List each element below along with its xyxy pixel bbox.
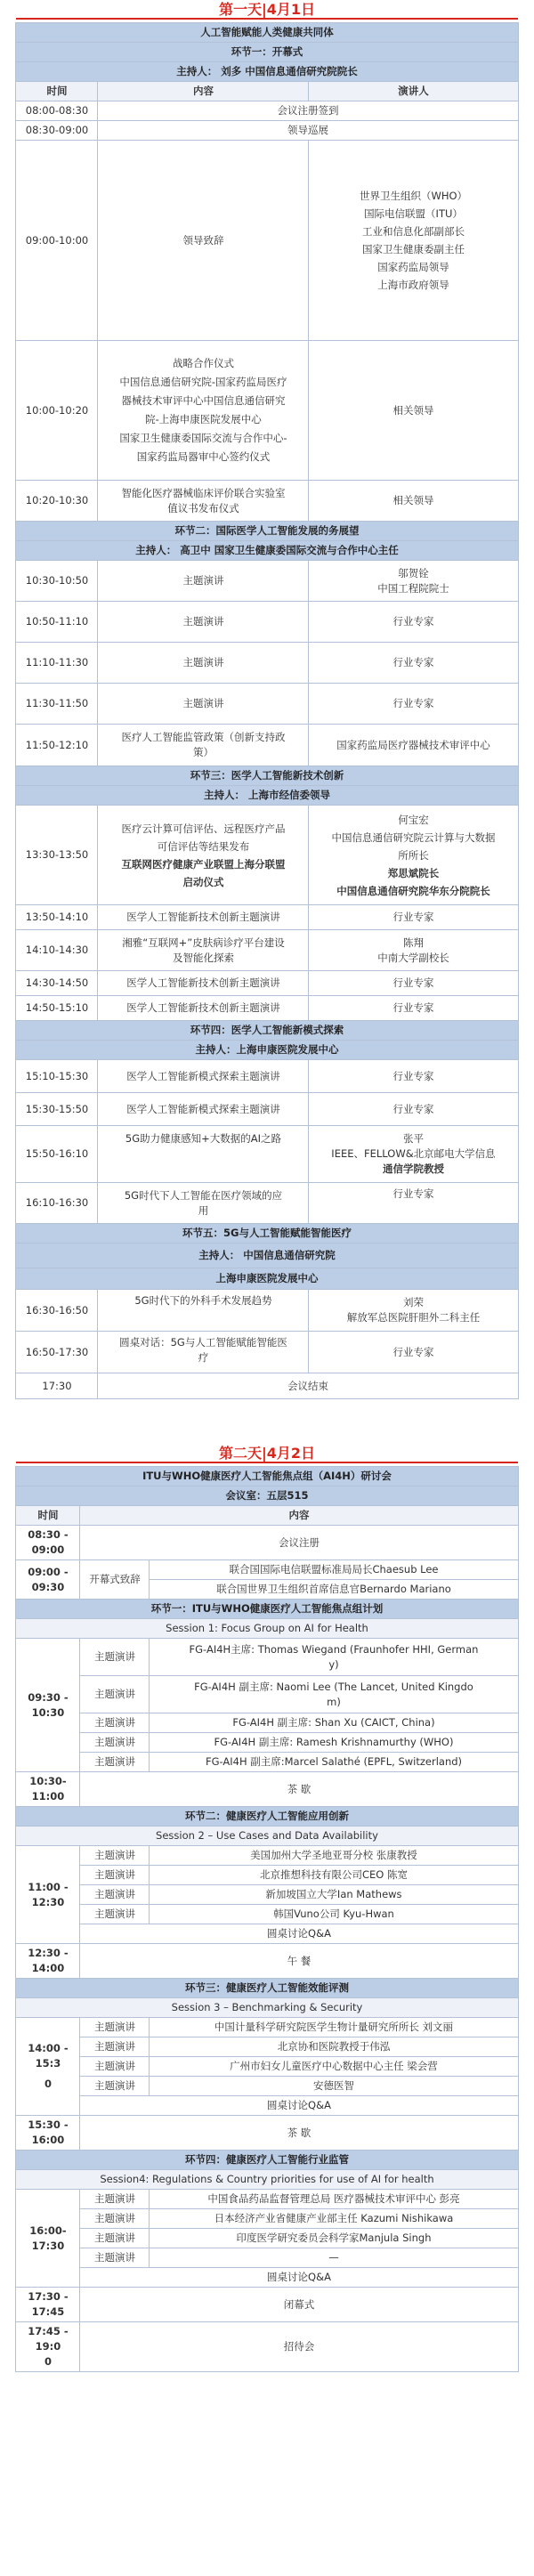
table-row: 10:20-10:30 智能化医疗器械临床评价联合实验室 值议书发布仪式 相关领导 <box>16 481 518 522</box>
day2-schedule-table <box>15 1466 518 2372</box>
table-row: 10:00-10:20 战略合作仪式 中国信息通信研究院-国家药监局医疗 器械技术审评中心中国信息通信研究 院-上海申康医院发展中心 国家卫生健康委国际交流与合作中心- 国家药监局器审中心签约仪式 相关领导 <box>16 341 518 481</box>
session-title: 环节二：健康医疗人工智能应用创新 <box>16 1807 518 1827</box>
session-title: 环节四：健康医疗人工智能行业监管 <box>16 2151 518 2170</box>
table-row: 14:50-15:10 医学人工智能新技术创新主题演讲 行业专家 <box>16 996 518 1021</box>
table-row: 主题演讲 FG-AI4H 副主席: Shan Xu (CAICT, China) <box>16 1713 518 1733</box>
session-title: 环节三：健康医疗人工智能效能评测 <box>16 1979 518 1998</box>
room: 会议室：五层515 <box>16 1486 518 1506</box>
table-row: 16:30-16:50 5G时代下的外科手术发展趋势 刘荣 解放军总医院肝胆外二科主任 <box>16 1290 518 1332</box>
section-host: 上海申康医院发展中心 <box>16 1268 518 1290</box>
header-content: 内容 <box>80 1506 518 1526</box>
table-row: 主题演讲 FG-AI4H 副主席: Naomi Lee (The Lancet, United Kingdo m) <box>16 1676 518 1713</box>
forum-title: 人工智能赋能人类健康共同体 <box>16 23 518 43</box>
table-row: 13:30-13:50 医疗云计算可信评估、远程医疗产品 可信评估等结果发布 互联网医疗健康产业联盟上海分联盟 启动仪式 何宝宏 中国信息通信研究院云计算与大数据 所所长 郑思斌院长 中国信息通信研究院华东分院院长 <box>16 806 518 905</box>
section-host: 主持人： 刘多 中国信息通信研究院院长 <box>16 62 518 82</box>
section-title: 环节三：医学人工智能新技术创新 <box>16 766 518 786</box>
table-row: 10:30-10:50 主题演讲 邬贺铨 中国工程院院士 <box>16 561 518 602</box>
table-row: 08:30-09:00 领导巡展 <box>16 121 518 141</box>
table-row: 圆桌讨论Q&A <box>16 2096 518 2116</box>
table-row: 08:30 - 09:00 会议注册 <box>16 1526 518 1560</box>
header-time: 时间 <box>16 1506 80 1526</box>
header-content: 内容 <box>98 82 309 101</box>
table-row: 主题演讲 FG-AI4H 副主席: Ramesh Krishnamurthy (WHO) <box>16 1733 518 1753</box>
table-row: 17:30 - 17:45 闭幕式 <box>16 2288 518 2322</box>
forum-title: ITU与WHO健康医疗人工智能焦点组（AI4H）研讨会 <box>16 1467 518 1486</box>
table-row: 09:00-10:00 领导致辞 世界卫生组织（WHO） 国际电信联盟（ITU） 工业和信息化部副部长 国家卫生健康委副主任 国家药监局领导 上海市政府领导 <box>16 141 518 341</box>
header-speaker: 演讲人 <box>309 82 518 101</box>
table-row: 15:10-15:30 医学人工智能新模式探索主题演讲 行业专家 <box>16 1060 518 1093</box>
session-subtitle: Session 1: Focus Group on AI for Health <box>16 1619 518 1639</box>
section-host: 主持人： 高卫中 国家卫生健康委国际交流与合作中心主任 <box>16 541 518 561</box>
table-row: 圆桌讨论Q&A <box>16 1924 518 1944</box>
table-row: 11:10-11:30 主题演讲 行业专家 <box>16 643 518 684</box>
table-row: 主题演讲 安德医智 <box>16 2077 518 2096</box>
section-title: 环节一：开幕式 <box>16 43 518 62</box>
table-header <box>16 82 518 101</box>
table-row: 13:50-14:10 医学人工智能新技术创新主题演讲 行业专家 <box>16 905 518 930</box>
session-subtitle: Session 2 – Use Cases and Data Availability <box>16 1827 518 1846</box>
table-row: 主题演讲 日本经济产业省健康产业部主任 Kazumi Nishikawa <box>16 2209 518 2229</box>
session-subtitle: Session4: Regulations & Country priorities for use of AI for health <box>16 2170 518 2190</box>
table-row: 14:00 - 15:3 0 主题演讲 中国计量科学研究院医学生物计量研究所所长 刘文丽 <box>16 2018 518 2037</box>
table-row: 联合国世界卫生组织首席信息官Bernardo Mariano <box>16 1580 518 1600</box>
table-row: 12:30 - 14:00 午 餐 <box>16 1944 518 1979</box>
section-title: 环节五：5G与人工智能赋能智能医疗 <box>16 1224 518 1243</box>
section-title: 环节四：医学人工智能新模式探索 <box>16 1021 518 1041</box>
table-row: 17:45 - 19:0 0 招待会 <box>16 2322 518 2372</box>
table-row: 08:00-08:30 会议注册签到 <box>16 101 518 121</box>
table-row: 主题演讲 广州市妇女儿童医疗中心数据中心主任 梁会营 <box>16 2057 518 2077</box>
table-row: 11:50-12:10 医疗人工智能监管政策（创新支持政 策） 国家药监局医疗器械技术审评中心 <box>16 725 518 766</box>
table-row: 16:00-17:30 主题演讲 中国食品药品监督管理总局 医疗器械技术审评中心 彭亮 <box>16 2190 518 2209</box>
table-row: 14:30-14:50 医学人工智能新技术创新主题演讲 行业专家 <box>16 971 518 996</box>
session-title: 环节一：ITU与WHO健康医疗人工智能焦点组计划 <box>16 1600 518 1619</box>
table-row: 主题演讲 FG-AI4H 副主席:Marcel Salathé (EPFL, Switzerland) <box>16 1753 518 1772</box>
section-host: 主持人：上海申康医院发展中心 <box>16 1041 518 1060</box>
table-row: 10:50-11:10 主题演讲 行业专家 <box>16 602 518 643</box>
session-subtitle: Session 3 – Benchmarking & Security <box>16 1998 518 2018</box>
day2-title: 第二天|4月2日 <box>218 1445 316 1462</box>
table-header <box>16 1506 518 1526</box>
table-row: 主题演讲 — <box>16 2248 518 2268</box>
table-row: 15:50-16:10 5G助力健康感知+大数据的AI之路 张平 IEEE、FELLOW&北京邮电大学信息 通信学院教授 <box>16 1126 518 1183</box>
table-row: 圆桌讨论Q&A <box>16 2268 518 2288</box>
table-row: 主题演讲 北京推想科技有限公司CEO 陈宽 <box>16 1866 518 1885</box>
section-host: 主持人： 中国信息通信研究院 <box>16 1243 518 1268</box>
table-row: 09:00 - 09:30 开幕式致辞 联合国国际电信联盟标准局局长Chaesub Lee <box>16 1560 518 1580</box>
table-row: 09:30 - 10:30 主题演讲 FG-AI4H主席: Thomas Wiegand (Fraunhofer HHI, German y) <box>16 1639 518 1676</box>
table-row: 15:30-15:50 医学人工智能新模式探索主题演讲 行业专家 <box>16 1093 518 1126</box>
table-row: 15:30 - 16:00 茶 歇 <box>16 2116 518 2151</box>
table-row: 11:00 - 12:30 主题演讲 美国加州大学圣地亚哥分校 张康教授 <box>16 1846 518 1866</box>
table-row: 主题演讲 北京协和医院教授于伟泓 <box>16 2037 518 2057</box>
table-row: 14:10-14:30 湘雅“互联网+”皮肤病诊疗平台建设 及智能化探索 陈翔 中南大学副校长 <box>16 930 518 971</box>
table-row: 10:30- 11:00 茶 歇 <box>16 1772 518 1807</box>
section-host: 主持人： 上海市经信委领导 <box>16 786 518 806</box>
table-row: 主题演讲 印度医学研究委员会科学家Manjula Singh <box>16 2229 518 2248</box>
header-time: 时间 <box>16 82 98 101</box>
table-row: 主题演讲 韩国Vuno公司 Kyu-Hwan <box>16 1905 518 1924</box>
table-row: 16:10-16:30 5G时代下人工智能在医疗领域的应 用 行业专家 <box>16 1183 518 1224</box>
day1-title: 第一天|4月1日 <box>218 1 316 18</box>
day1-schedule-table <box>15 22 518 1399</box>
section-title: 环节二：国际医学人工智能发展的务展望 <box>16 522 518 541</box>
table-row: 16:50-17:30 圆桌对话：5G与人工智能赋能智能医 疗 行业专家 <box>16 1332 518 1373</box>
table-row: 主题演讲 新加坡国立大学Ian Mathews <box>16 1885 518 1905</box>
table-row: 11:30-11:50 主题演讲 行业专家 <box>16 684 518 725</box>
table-row: 17:30 会议结束 <box>16 1373 518 1399</box>
